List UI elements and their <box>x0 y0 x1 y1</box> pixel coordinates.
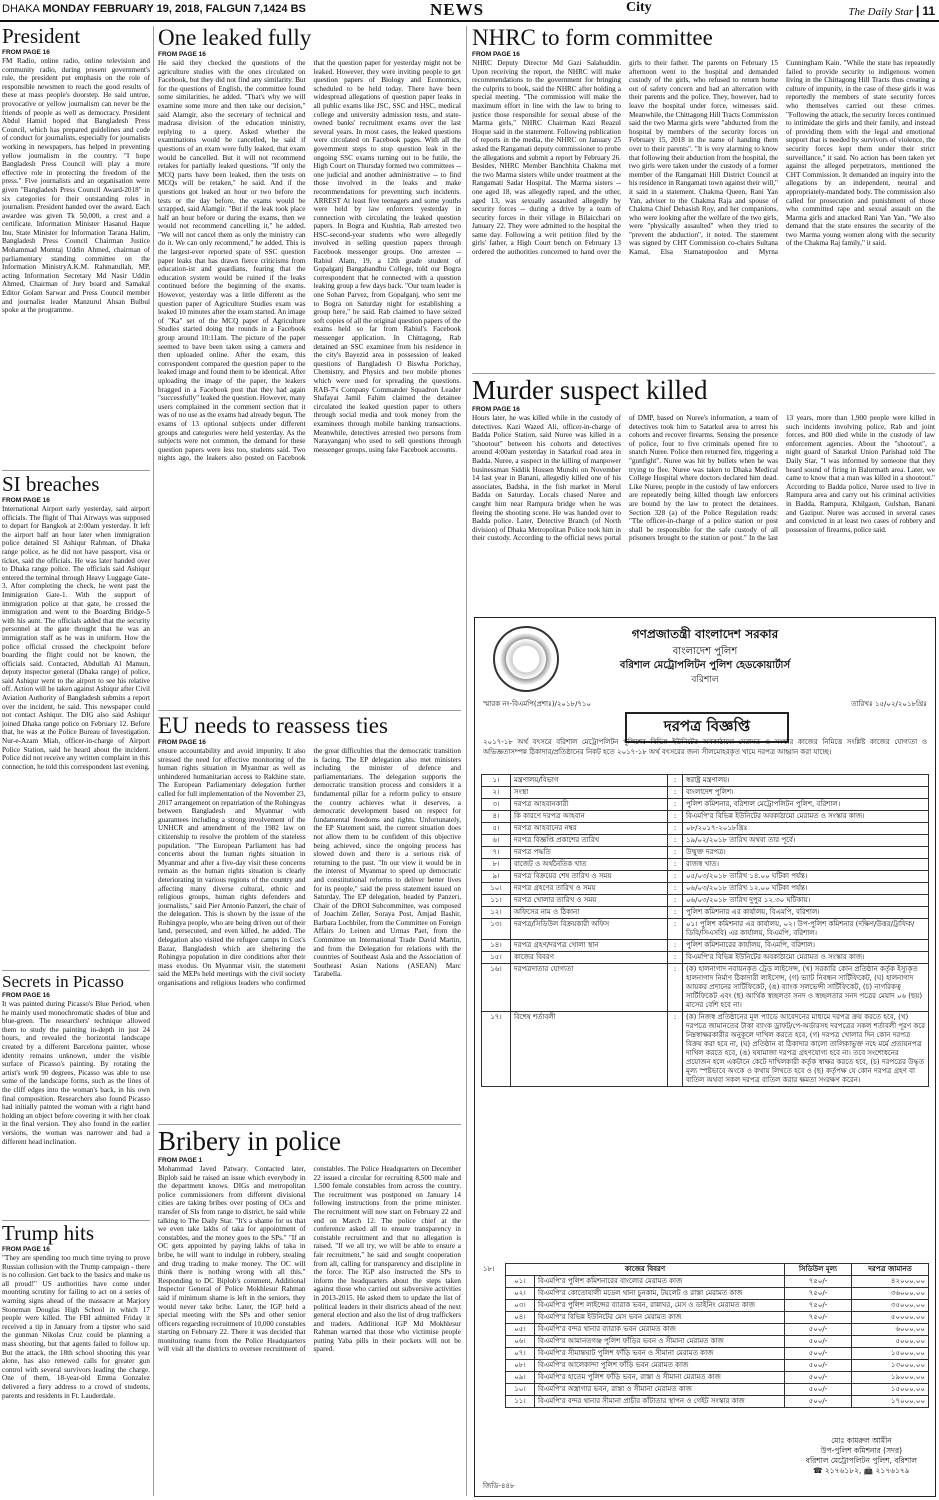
tender-value: উন্মুক্ত দরপত্র। <box>683 847 929 859</box>
works-description: বিএমপি'র পুলিশ লাইন্সের ব্যারাক ভবন, রান্নাঘর, মেস ও ডাইনিং মেরামত কাজ <box>535 1300 785 1312</box>
article-body: ensure accountability and avoid impunity. It also stressed the need for effective monitoring of the human rights situation in Myanmar as well as unhindered humanitarian access to Rakhine state. The European Parliamentary delegation further called for full implementation of the November 23, 2017 arrangement on repatriation of the Rohingyas between Bangladesh and Myanmar with guarantees including a strong involvement of the UNHCR and amendment of the 1982 law on citizenship to resolve the problem of the stateless population. "The European Parliament has had concerns about the human rights situation in Myanmar and after a five-day visit these concerns remain as the human rights situation is clearly deteriorating in various regions of the country and affecting many diverse cultural, ethnic and religious groups, human rights defenders and journalists," said Pier Antonio Panzeri, the chair of the delegation. This is shown by the issue of the Rohingya people, who are being driven out of their land, persecuted, and even killed, he added. The delegation also visited the refugee camps in Cox's Bazar, Bangladesh which are sheltering the Rohingya population in dire conditions after their mass exodus. On Myanmar visit, the statement said the MEPs held meetings with the civil society organisations and religious leaders who confirmed the great difficulties that the democratic transition is facing. The EP delegation also met ministers including the minister of defence and parliamentarians. The delegation supports the democratic transition process and considers it a fundamental pillar for a reform policy to ensure the country achieves what it deserves, a democratic development based on respect for fundamental freedoms and rights. Unfortunately, the EP Statement said, the current situation does not allow them to be confident of this objective being achieved, since the ongoing process has slowed down and there is a serious risk of returning to the past. "In our view it would be in the interest of Myanmar to speed up democratic and constitutional reforms to deliver better lives for its people," said the press statement issued on Saturday. The EP delegation, headed by Panzeri, Chair of the DROI Subcommittee, was composed of Joachim Zeller, Soraya Post, Amjad Bashir, Barbara Lochbiler, from the Committee on Foreign Affairs Jo Leinen and Urmas Paet, from the Committee on International Trade David Martin, and from the Delegation for relations with the countries of Southeast Asia and the Association of Southeast Asian Nations (ASEAN) Marc Tarabella. <box>158 747 461 988</box>
works-row <box>506 1288 929 1300</box>
sign-office: বরিশাল মেট্রোপলিটন পুলিশ, বরিশাল <box>805 1456 917 1465</box>
jump-line: FROM PAGE 16 <box>2 992 50 999</box>
separator: : <box>668 775 683 787</box>
separator: : <box>668 871 683 883</box>
tender-value: বিএমপি'র বিভিন্ন ইউনিটের অবকাঠামো মেরামত ও সংস্কার কাজ। <box>683 952 929 964</box>
tender-number: ৫। <box>482 823 511 835</box>
sign-title: উপ-পুলিশ কমিশনার (সদর) <box>820 1446 903 1455</box>
works-row <box>506 1312 929 1324</box>
tender-notice-ad <box>474 617 936 1497</box>
tender-number: ৬। <box>482 835 511 847</box>
headline: Murder suspect killed <box>472 377 708 405</box>
works-description: বিএমপি'র বন্দর থানার ব্যারাক ভবন মেরামত কাজ <box>535 1324 785 1336</box>
tender-value: রাজস্ব খাত। <box>683 859 929 871</box>
tender-label: দরপত্র আহবানকারী <box>511 799 668 811</box>
tender-value: পুলিশ কমিশনারের কার্যালয়, বিএমপি, বরিশাল। <box>683 940 929 952</box>
works-header: সিডিউল মূল্য <box>785 1264 852 1276</box>
ad-city: বরিশাল <box>691 675 719 685</box>
tender-number: ১৬। <box>482 964 511 1012</box>
works-header: কাজের বিবরণ <box>506 1264 785 1276</box>
works-description: বিএমপি'র পুলিশ কমিশনারের বাংলোর মেরামত কাজ <box>535 1276 785 1288</box>
works-header: দরপত্র জামানত <box>852 1264 929 1276</box>
tender-label: বিশেষ শর্তাবলী <box>511 1012 668 1087</box>
article-body: It was painted during Picasso's Blue Period, when he mainly used monochromatic shades of blue and blue-green. The researchers' technique allowed them to study the painting in-depth in just 24 hours, and revealed the horizontal landscape created by a different Barcelona painter, whose identity remains unknown, under the visible surface of Picasso's painting. By rotating the artist's work 90 degrees, Picasso was able to use some of the landscape forms, such as the lines of the cliff edges into the woman's back, in his own final composition. Researchers also found Picasso had initially painted the woman with a right hand holding an object before covering it with her cloak in the final version. They also found in the earlier versions, the woman was narrower and had a different head inclination. <box>2 1000 150 1146</box>
tender-value: ০৮/২০১৭-২০১৮খ্রিঃ <box>683 823 929 835</box>
tender-number: ১৪। <box>482 940 511 952</box>
gd-code: জিডি-৪৪৮ <box>483 1482 515 1490</box>
works-price: ৫০০/- <box>785 1384 852 1396</box>
tender-row <box>482 895 929 907</box>
signature-block <box>806 1436 917 1476</box>
article-bribery <box>158 1128 461 1498</box>
section-label: NEWS <box>430 0 485 19</box>
works-description: বিএমপি'র বিভিন্ন ইউনিটের মেস ভবন মেরামত কাজ <box>535 1312 785 1324</box>
works-header-row <box>506 1264 929 1276</box>
jump-line: FROM PAGE 16 <box>2 1246 50 1253</box>
tender-value: পুলিশ কমিশনার, বরিশাল মেট্রোপলিটন পুলিশ, বরিশাল। <box>683 799 929 811</box>
ad-memo: স্মারক নং-বিএমপি(প্রশাঃ)/২০১৮/৭১০ <box>483 700 592 708</box>
separator: : <box>668 811 683 823</box>
works-security: ১৫০০০.০০ <box>852 1348 929 1360</box>
tender-label: কি কারণে দরপত্র আহবান <box>511 811 668 823</box>
dateline: DHAKA MONDAY FEBRUARY 19, 2018, FALGUN 7,1424 BS <box>2 3 306 15</box>
tender-number: ২। <box>482 787 511 799</box>
separator: : <box>668 907 683 919</box>
article-si-breaches <box>2 474 150 970</box>
masthead: The Daily Star | 11 <box>848 3 935 18</box>
jump-line: FROM PAGE 16 <box>158 739 206 746</box>
works-price: ৫০০/- <box>785 1360 852 1372</box>
works-number: ১১। <box>506 1396 535 1408</box>
works-number: ০৮। <box>506 1360 535 1372</box>
works-table <box>505 1263 929 1408</box>
tender-label: দরপত্র পদ্ধতি <box>511 847 668 859</box>
ad-title: দরপত্র বিজ্ঞপ্তি <box>625 712 789 743</box>
tender-label: দরপত্র আহবানের নম্বর <box>511 823 668 835</box>
works-number: ০৫। <box>506 1324 535 1336</box>
tender-value: (ক) হালনাগাদ নবায়নকৃত ট্রেড লাইসেন্স, (খ) সরকারি কোন প্রতিষ্ঠান কর্তৃক ইস্যুকৃত হালনাগাদ নির্মাণ ঠিকাদারী লাইসেন্স, (গ) ভ্যাট নিবন্ধন সার্টিফিকেট, (ঘ) হালনাগাদ আয়কর প্রদানের সার্টিফিকেট, (ঙ) ব্যাংক সলভেন্সী সার্টিফিকেট, (চ) নাগরিকত্ব সার্টিফিকেট এবং (ছ) আর্থিক স্বচ্ছলতা সনদ ও স্বচ্ছলতার সনদ পত্রের মেয়াদ ০৬ (ছয়) মাসের বেশি হবে না। <box>683 964 929 1012</box>
works-row <box>506 1360 929 1372</box>
tender-number: ১১। <box>482 895 511 907</box>
tender-number: ১৭। <box>482 1012 511 1087</box>
headline: Bribery in police <box>158 1128 341 1156</box>
separator: : <box>668 787 683 799</box>
separator: : <box>668 964 683 1012</box>
tender-number: ৮। <box>482 859 511 871</box>
page-header <box>0 0 939 22</box>
tender-row <box>482 787 929 799</box>
works-security: ৫০০০০.০০ <box>852 1312 929 1324</box>
separator: : <box>668 940 683 952</box>
tender-label: দরপত্র গ্রহণ/দরপত্র খোলা স্থান <box>511 940 668 952</box>
article-picasso <box>2 973 150 1219</box>
article-trump <box>2 1223 150 1497</box>
jump-line: FROM PAGE 16 <box>2 49 50 56</box>
article-body: "They are spending too much time trying to prove Russian collusion with the Trump campaign - there is no collusion. Get back to the basics and make us all proud!" US authorities have come under mounting scrutiny for failing to act on a series of warning signs ahead of the massacre at Marjory Stoneman Douglas High School in which 17 people were killed. The FBI admitted Friday it received a tip in January from a tipster who said the gunman Nikolas Cruz could be planning a mass shooting, but that agents failed to follow up. But the attack, the 18th school shooting this year alone, has also renewed calls for greater gun control with several survivors leading the charge. One of them, 18-year-old Emma Gonzalez delivered a fiery address to a crowd of students, parents and residents in Ft. Lauderdale. <box>2 1254 150 1400</box>
works-description: বিএমপি'র আলেকান্দা পুলিশ ফাঁড়ি ভবন মেরামত কাজ <box>535 1360 785 1372</box>
tender-number: ৯। <box>482 871 511 883</box>
tender-label: সংস্থা <box>511 787 668 799</box>
tender-row <box>482 1012 929 1087</box>
works-description: বিএমপি'র বন্দর থানার সীমানা প্রাচীর কাঁটাতার স্থাপন ও গেইট সংস্কার কাজ <box>535 1396 785 1408</box>
works-security: ৪২০০০.০০ <box>852 1276 929 1288</box>
phone: ☎ ২১৭৬১৮২, 📠 ২১৭৬১৭৯ <box>813 1466 910 1475</box>
tender-number: ৪। <box>482 811 511 823</box>
article-one-leaked <box>158 26 461 706</box>
works-price: ৭৫০/- <box>785 1300 852 1312</box>
sign-name: মোঃ কামরুল আমীন <box>831 1436 892 1445</box>
jump-line: FROM PAGE 16 <box>472 51 520 58</box>
tender-row <box>482 919 929 940</box>
article-body: Mohammad Javed Patwary. Contacted later, Biplob said he raised an issue which everybody in the department knows. DIGs and metropolitan police commissioners from different divisional cities are taking bribes over posting of OCs and transfer of SIs from range to district, he said while talking to The Daily Star. "It's a shame for us that we even take lakhs of taka for appointment of constables, and the money goes to the SPs." "If an OC gets appointed by paying lakhs of taka in bribe, he will want to indulge in robbery, stealing and drug trading to make money. The OC will think there is nothing wrong with all this." Responding to DC Biplob's comment, Additional Inspector General of Police Mokhlesur Rahman said if minimum shame is left in the seniors, they would never take bribe. Later, the IGP held a special meeting with the SPs and other senior officers regarding recruitment of 10,000 constables starting on February 22. There it was decided that monitoring teams from the Police Headquarters will visit all the districts to oversee recruitment of constables. The Police Headquarters on December 22 issued a circular for recruiting 8,500 male and 1,500 female constables from across the country. The recruitment was postponed on January 14 following instructions from the prime minister. The recruitment will now start on February 22 and end on March 12. The police chief at the conference asked all to ensure transparency in constable recruitment and that no allegation is raised. "If we all try, we will be able to ensure a fair recruitment," he said and sought cooperation from all, calling for transparency and discipline in the force. The IGP also instructed the SPs to inform the headquarters about the steps taken against those who carried out subversive activities in 2013-2015. He asked them to update the list of political leaders in their districts ahead of the next general election and also the list of drug traffickers and traders. Additional IGP Md Mokhlesur Rahman warned that those who victimise people putting Yaba pills in their pockets will not be spared. <box>158 1165 461 1354</box>
ad-office: বরিশাল মেট্রোপলিটন পুলিশ হেডকোয়ার্টার্স <box>619 660 791 671</box>
works-row <box>506 1384 929 1396</box>
works-row <box>506 1276 929 1288</box>
works-number: ০১। <box>506 1276 535 1288</box>
works-security: ১৯০০০.০০ <box>852 1372 929 1384</box>
tender-number: ১২। <box>482 907 511 919</box>
works-number: ১০। <box>506 1384 535 1396</box>
tender-row <box>482 775 929 787</box>
tender-label: দরপত্র বিক্রয়ের শেষ তারিখ ও সময় <box>511 871 668 883</box>
tender-row <box>482 871 929 883</box>
works-security: ১৭০০০.০০ <box>852 1396 929 1408</box>
works-price: ৭৫০/- <box>785 1312 852 1324</box>
tender-row <box>482 859 929 871</box>
works-price: ৫০০/- <box>785 1372 852 1384</box>
works-row <box>506 1324 929 1336</box>
tender-table <box>481 774 929 1087</box>
tender-value: ১৯/০২/২০১৮ তারিখ অথবা তার পূর্বে। <box>683 835 929 847</box>
tender-value: বিএমপি'র বিভিন্ন ইউনিটের অবকাঠামো মেরামত ও সংস্কার কাজ। <box>683 811 929 823</box>
tender-value: ০১। পুলিশ কমিশনার এর কার্যালয়, ০২। উপ-পুলিশ কমিশনার (দক্ষিণ/উত্তর/ট্রাফিক/ডিবি/সিএসবি) এর কার্যালয়, বিএমপি, বরিশাল। <box>683 919 929 940</box>
separator: : <box>668 823 683 835</box>
tender-label: দরপত্র খোলার তারিখ ও সময় <box>511 895 668 907</box>
tender-value: স্বরাষ্ট্র মন্ত্রণালয়। <box>683 775 929 787</box>
jump-line: FROM PAGE 1 <box>158 1157 203 1164</box>
tender-value: (ক) নিজস্ব প্রতিষ্ঠানের মূল প্যাডে আবেদনের মাধ্যমে দরপত্র ক্রয় করতে হবে, (খ) দরপত্রে জামানতের টাকা ব্যাংক ড্রাফট/পে-অর্ডারসহ দরপত্রের সকল শর্তাবলী পূরণ করে নিম্নস্বাক্ষরকারীর অনুকূলে দাখিল করতে হবে, (গ) দরপত্র খোলার দিন কোন দরপত্র বিক্রয় করা হবে না, (ঘ) প্রতিষ্ঠান বা ঠিকাদার কালো তালিকাভুক্ত নহে মর্মে প্রত্যয়নপত্র দাখিল করতে হবে, (ঙ) ঘষামাজা দরপত্র গ্রহণযোগ্য হবে না। তবে সংশোধনের প্রয়োজন হলে একটানে কেটে দাখিলকারী কর্তৃক স্বাক্ষর করতে হবে, (চ) দরপত্রের উদ্ধৃত মূল্য স্পষ্টভাবে অংকে ও কথায় লিখতে হবে ও (ছ) কর্তৃপক্ষ যে কোন দরপত্র গ্রহণ বা বাতিল অথবা সকল দরপত্র বাতিল করার ক্ষমতা সংরক্ষণ করেন। <box>683 1012 929 1087</box>
tender-row <box>482 823 929 835</box>
tender-row <box>482 811 929 823</box>
tender-value: ০৬/০৩/২০১৮ তারিখ দুপুর ১২.৩০ ঘটিকায়। <box>683 895 929 907</box>
works-description: বিএমপি'র হাতেম পুলিশ ফাঁড়ি ভবন, রাস্তা ও সীমানা মেরামত কাজ <box>535 1372 785 1384</box>
tender-row <box>482 883 929 895</box>
separator: : <box>668 952 683 964</box>
tender-value: বাংলাদেশ পুলিশ। <box>683 787 929 799</box>
works-number: ০৩। <box>506 1300 535 1312</box>
works-number: ১৮। <box>483 1265 495 1273</box>
tender-number: ১৫। <box>482 952 511 964</box>
article-nhrc <box>472 26 935 370</box>
jump-line: FROM PAGE 16 <box>158 51 206 58</box>
separator: : <box>668 895 683 907</box>
ad-intro: ২০১৭-১৮ অর্থ বৎসরে বরিশাল মেট্রোপলিটন পুলিশের বিভিন্ন ইউনিটের অবকাঠামো মেরামত ও সংস্কার কাজের নিমিত্তে সংশ্লিষ্ট কাজের যোগ্যতা ও অভিজ্ঞতাসম্পন্ন ঠিকাদার/প্রতিষ্ঠানের নিকট হতে ২০১৭-১৮ অর্থ বৎসরের জন্য সীলমোহরকৃত খামে দরপত্র আহ্বান করা যাচ্ছে। <box>483 738 927 756</box>
tender-label: দরপত্র বিজ্ঞপ্তি প্রকাশের তারিখ <box>511 835 668 847</box>
tender-label: দরপত্রদাতার যোগ্যতা <box>511 964 668 1012</box>
headline: SI breaches <box>2 474 100 496</box>
separator: : <box>668 835 683 847</box>
tender-number: ১। <box>482 775 511 787</box>
tender-number: ৩। <box>482 799 511 811</box>
article-body: He said they checked the questions of the agriculture studies with the ones circulated on Facebook, but they did not find any similarity. But for the questions of English, the committee found some similarities, he added. "That's why we will examine some more and then take our decision," said Alamgir, also the secretary of technical and madrasa division of the education ministry, replying to a query. Asked whether the examinations would be cancelled, he said if questions of an exam were fully leaked, that exam would be cancelled. But it will not recommend retakes for partially leaked questions. "If only the MCQ parts have been leaked, then the tests on MCQs will be retaken," he said. And if the questions got leaked an hour or two before the tests or the day before, the exams would be scrapped, said Alamgir. "But if the leak took place half an hour before or during the exams, then we would not recommend cancelling it," he added. "We will not cancel them as only the ministry can do it. We can only recommend," he added. This is the largest-ever reported spate of SSC question paper leaks that has drawn fierce criticisms from education-ist and guardians, fearing that the education system would be ruined if the leaks continued before the beginning of the exams. However, yesterday was a little different as the question paper of Agriculture Studies exam was leaked 10 minutes after the exam started. An image of "Ka" set of the MCQ paper of Agriculture Studies started doing the rounds in a Facebook group around 10:11am. The picture of the paper seemed to have been taken using a camera and then uploaded online. After the exam, this correspondent compared the question paper to the leaked image and found them to be identical. After uploading the image of the paper, the leakers bragged in a Facebook post that they had again "successfully" leaked the question. However, many users complained in the comment section that it was of no use as the exams had already begun. The exams of 13 optional subjects under different groups and categories were held yesterday. As the subjects were not common, the demand for these question papers were less too, students said. Two nights ago, the leakers also posted on Facebook that the question paper for yesterday might not be leaked. However, they were inviting people to get question papers of Biology and Economics, scheduled to be held today. There have been widespread allegations of question paper leaks in all public exams like JSC, SSC and HSC, medical college and university admission tests, and state-owned banks' recruitment exams over the last several years. In most cases, the leaked questions were circulated on Facebook pages. With all the government steps to stop question leak in the ongoing SSC exams turning out to be futile, the High Court on Thursday formed two committees -- one judicial and another administrative -- to find those involved in the leaks and make recommendations for preventing such incidents. ARREST At least five teenagers and some youths were held by law enforcers yesterday in connection with circulating the leaked question papers. In Bogra and Kushtia, Rab arrested two HSC-second-year students who were allegedly involved in selling question papers through Facebook messenger groups. One arrestee -- Rabiul Alam, 19, a 12th grade student of Gopalganj Bangabandhu College, told our Bogra correspondent that he connected with a question leaking group a few days back. "Our team leader is one Sohan Parvez, from Gopalganj, who sent me to Bogra on Saturday night for establishing a group here," he said. Rab claimed to have seized soft copies of all the original question papers of the exams held so far from Rabiul's Facebook messenger application. In Chittagong, Rab detained an SSC examinee from his residence in the city's Bayezid area in possession of leaked questions of Bangladesh O Biswha Porichay, Chemistry, and Physics and two mobile phones which were used for spreading the questions. RAB-7's Company Commander Squadron Leader Shafayat Jamil Fahim claimed the detainee circulated the leaked question paper to others through social media and took money from the examinees through mobile banking transactions. Meanwhile, detectives arrested two persons from Narayanganj who used to sell questions through messenger groups, using fake Facebook accounts. <box>158 59 461 463</box>
works-price: ৫০০/- <box>785 1396 852 1408</box>
tender-row <box>482 799 929 811</box>
ad-police: বাংলাদেশ পুলিশ <box>672 646 738 657</box>
works-security: ৩৫০০০.০০ <box>852 1300 929 1312</box>
headline: Trump hits <box>2 1223 95 1245</box>
works-description: বিএমপি'র কোতোয়ালী মডেল থানা চুনকাম, টয়লেট ও রাস্তা মেরামত কাজ <box>535 1288 785 1300</box>
tender-row <box>482 835 929 847</box>
article-eu <box>158 714 461 1122</box>
article-president <box>2 26 150 468</box>
works-security: ৫০০০.০০ <box>852 1336 929 1348</box>
works-price: ৫০০/- <box>785 1336 852 1348</box>
tender-number: ১৩। <box>482 919 511 940</box>
separator: : <box>668 919 683 940</box>
article-body: International Airport early yesterday, said airport officials. The flight of Thai Airways was supposed to depart for Bangkok at 2:00am yesterday. It left the airport half an hour later when immigration police detained SI Ashiqur Rahman, of Dhaka range police, as he did not have passport, visa or ticket, said the officials. He was later handed over to Dhaka range police. The officials said Ashiqur entered the terminal through Heavy Luggage Gate-3. After completing the check, he went past the Immigration Gate-1. With the support of immigration police at that gate, he crossed the immigration and went to the Boarding Bridge-5 with his aunt. The officials added that the security personnel at the gate thought that he was an immigration staff as he was in uniform. How the police official crossed the checkpoint before boarding the flight could not be known, the officials said. Contacted, Abdullah Al Mamun, deputy inspector general (Dhaka range) of police, said Ashiqur went to the airport to see his relative off. Action will be taken against Ashiqur after Civil Aviation Authority of Bangladesh submits a report over the incident, he said. This newspaper could not contact Ashiqur. The DIG also said Ashiqur joined Dhaka range police on February 12. Before that, he was at the Police Bureau of Investigation. Nur-e-Azam Miah, officer-in-charge of Airport Police Station, said he heard about the incident. Police did not receive any written complaint in this connection, he told this correspondent last evening. <box>2 505 150 771</box>
works-row <box>506 1336 929 1348</box>
works-number: ০২। <box>506 1288 535 1300</box>
works-description: বিএমপি'র আমানতগঞ্জ পুলিশ ফাঁড়ির ভবন ও সীমানা মেরামত কাজ <box>535 1336 785 1348</box>
works-row <box>506 1348 929 1360</box>
works-security: ৬০০০.০০ <box>852 1324 929 1336</box>
tender-label: দরপত্র গ্রহণের তারিখ ও সময় <box>511 883 668 895</box>
jump-line: FROM PAGE 16 <box>2 497 50 504</box>
works-number: ০৯। <box>506 1372 535 1384</box>
works-price: ৭৫০/- <box>785 1288 852 1300</box>
tender-label: মন্ত্রণালয়/বিভাগ <box>511 775 668 787</box>
tender-label: বাজেট ও অর্থনৈতিক খাত <box>511 859 668 871</box>
separator: : <box>668 883 683 895</box>
tender-value: ০৬/০৩/২০১৮ তারিখ ১২.০০ ঘটিকা পর্যন্ত। <box>683 883 929 895</box>
works-price: ৭৫০/- <box>785 1276 852 1288</box>
tender-value: ০৫/০৩/২০১৮ তারিখ ১৪.০০ ঘটিকা পর্যন্ত। <box>683 871 929 883</box>
works-number: ০৭। <box>506 1348 535 1360</box>
ad-gov: গণপ্রজাতন্ত্রী বাংলাদেশ সরকার <box>631 627 779 641</box>
works-description: বিএমপি'র সীমান্তঘাট পুলিশ ফাঁড়ি ভবন ও সীমানা মেরামত কাজ <box>535 1348 785 1360</box>
works-description: বিএমপি'র অস্ত্রাগার ভবন, রাস্তা ও সীমানা মেরামত কাজ <box>535 1384 785 1396</box>
article-body: NHRC Deputy Director Md Gazi Salahuddin. Upon receiving the report, the NHRC will make recommendations to the government for bringing the culprits to book, said the NHRC after holding a special meeting. "The commission will make the maximum effort in line with the law to bring to justice those responsible for sexual abuse of the Marma girls," NHRC Chairman Kazi Reazul Hoque said in the statement. Following publication of reports in the media, the NHRC on January 25 asked the Rangamati deputy commissioner to probe the allegations and submit a report by February 26. Besides, NHRC Member Banchhita Chakma met the two Marma sisters while under treatment at the Rangamati Sadar Hospital. The Marma sisters -- one aged 18, was allegedly raped, and the other, aged 13, was sexually assaulted allegedly by security forces -- during a drive by a team of security forces in their village in Bilaicchari on January 22. They were admitted to the hospital the same day. Following a writ petition filed by the girls' father, a High Court bench on February 13 ordered the authorities concerned to hand over the girls to their father. The parents on February 15 afternoon went to the hospital and demanded custody of the girls, who refused to return home out of safety concern and had an altercation with their parents and the police. They, however, had to leave the hospital under force, witnesses said. Meanwhile, the Chittagong Hill Tracts Commission said the two Marma girls were "abducted from the hospital by members of the security forces on February 15, 2018 in the name of handing them over to their parents". "It is very alarming to know that following their abduction from the hospital, the two girls were taken under the custody of a former member of the Rangamati Hill District Council at his residence in Rangamati town against their will," it said in a statement. Chakma Queen, Rani Yan Yan, adviser to the Chakma Raja and spouse of Chakma Chief Debasish Roy, and her companions, who were looking after the welfare of the two girls, were "physically assaulted" when they tried to "prevent the abduction", it noted. The statement was signed by CHT Commission co-chairs Sultana Kamal, Elsa Stamatopoulou and Myrna Cunningham Kain. "While the state has repeatedly failed to provide security to indigenous women living in the Chittagong Hill Tracts thus creating a culture of impunity, in the case of these girls it was reportedly the members of state security forces who themselves carried out these crimes. "Following the attack, the security forces continued to intimidate the girls and their family, and instead of providing them with the legal and emotional support that is needed by survivors of violence, the security forces kept them under their strict surveillance," it said. No action has been taken yet against the alleged perpetrators, mentioned the CHT Commission. It demanded an inquiry into the allegations by an independent, neutral and appropriately-mandated body. The commission also called for prosecution and punishment of those who committed rape and sexual assault on the Marma girls and attacked Rani Yan Yan. "We also demand that the state ensures the security of the two Marma young women along with the security of the Chakma Raj family," it said. <box>472 59 935 257</box>
works-price: ৫০০/- <box>785 1324 852 1336</box>
tender-label: দরপত্র/সিডিউল বিক্রয়কারী অফিস <box>511 919 668 940</box>
tender-row <box>482 952 929 964</box>
tender-row <box>482 964 929 1012</box>
tender-row <box>482 847 929 859</box>
tender-label: কাজের বিবরণ <box>511 952 668 964</box>
article-murder <box>472 377 935 613</box>
headline: One leaked fully <box>158 26 312 50</box>
ad-date: তারিখঃ ১৫/০২/২০১৮খ্রিঃ <box>851 700 927 708</box>
separator: : <box>668 1012 683 1087</box>
works-security: ১৩০০০.০০ <box>852 1360 929 1372</box>
tender-number: ৭। <box>482 847 511 859</box>
works-number: ০৪। <box>506 1312 535 1324</box>
tender-number: ১০। <box>482 883 511 895</box>
tender-value: পুলিশ কমিশনার এর কার্যালয়, বিএমপি, বরিশাল। <box>683 907 929 919</box>
separator: : <box>668 859 683 871</box>
headline: Secrets in Picasso <box>2 973 124 991</box>
separator: : <box>668 799 683 811</box>
works-row <box>506 1396 929 1408</box>
works-security: ৩৬০০০.০০ <box>852 1288 929 1300</box>
works-number: ০৬। <box>506 1336 535 1348</box>
article-body: Hours later, he was killed while in the custody of detectives. Kazi Wazed Ali, officer-in-charge of Badda Police Station, said Nuree was killed in a "shootout" between his cohorts and detectives around 4:00am yesterday in Satarkul road area in Badda. Nuree, a suspect in the killing of manpower businessman Siddik Hossen Munshi on November 14 last year in Banani, allegedly killed one of his associates, Badsha, in the fish market in Merul Badda on Saturday. Locals chased Nuree and caught him near Rampura bridge when he was fleeing the shooting scene. He was handed over to Badda police. Later, Detective Branch (of North division) of Dhaka Metropolitan Police took him in their custody. According to the official news portal of DMP, based on Nuree's information, a team of detectives took him to Satarkul area to arrest his cohorts and recover firearms. Sensing the presence of police, four to five criminals opened fire to snatch Nuree. Police then returned fire, triggering a "gunfight". Nuree was hit by bullets when he was trying to flee. Nuree was taken to Dhaka Medical College Hospital where doctors declared him dead. Like Nuree, people in the custody of law enforcers are repeatedly being killed though law enforcers are bound by the law to protect the detainees. Section 328 (a) of the Police Regulation reads: "The officer-in-charge of a police station or post shall be responsible for the safe custody of all prisoners brought to the station or post." In the last 13 years, more than 1,900 people were killed in such incidents involving police, Rab and joint forces, and 800 died while in the custody of law enforcement agencies. About the "shootout", a night guard of Satarkul Union Parishad told The Daily Star, "I was informed by someone that they heard sound of firing in Balurmath area. Later, we came to know that a man was killed in a shootout." According to Badda police, Nuree used to live in Rampura area and carry out his criminal activities in Badda, Rampura, Khilgaon, Gulshan, Banani and Gazipur. Nuree was accused in several cases and convicted in at least two cases of robbery and possession of firearms, police said. <box>472 414 935 543</box>
tender-row <box>482 940 929 952</box>
separator: : <box>668 847 683 859</box>
jump-line: FROM PAGE 16 <box>472 406 520 413</box>
tender-label: অফিসের নাম ও ঠিকানা <box>511 907 668 919</box>
works-row <box>506 1300 929 1312</box>
works-row <box>506 1372 929 1384</box>
works-price: ৫০০/- <box>785 1348 852 1360</box>
works-security: ১৫০০০.০০ <box>852 1384 929 1396</box>
article-body: FM Radio, online radio, online television and community radio, during present government's rule, the president put emphasis on the role of responsible newsmen to reach the good results of these at mass people's doorstep. He said untrue, provocative or yellow journalism can never be the friends of people as well as democracy. President Abdul Hamid hoped that Bangladesh Press Council, which has prepared guidelines and code of conduct for journalists, especially for journalists working in newspapers, has helped in preventing yellow journalism in the country. "I hope Bangladesh Press Council will play a more effective role in protecting the freedom of the press." Five journalists and an organisation were given "Bangladesh Press Council Award-2018" in six categories for their outstanding roles in journalism. President handed over the award. Each awardee was given Tk 50,000, a crest and a certificate. Information Minister Hasanul Haque Inu, State Minister for Information Tarana Halim, Bangladesh Press Council Chairman Justice Mohammad Momtaj Uddin Ahmed, chairman of parliamentary standing committee on the Information MinistryA.K.M. Rahmatullah, MP, acting Information Secretary Md Nasir Uddin Ahmed, Chairman of Jury board and Samakal Editor Golam Sarwar and Press Council member and journalist leader Manzurul Ahsan Bulbul spoke at the programme. <box>2 57 150 315</box>
headline: NHRC to form committee <box>472 26 713 50</box>
headline: EU needs to reassess ties <box>158 714 388 738</box>
subsection-label: City <box>626 0 652 15</box>
headline: President <box>2 26 81 48</box>
tender-row <box>482 907 929 919</box>
